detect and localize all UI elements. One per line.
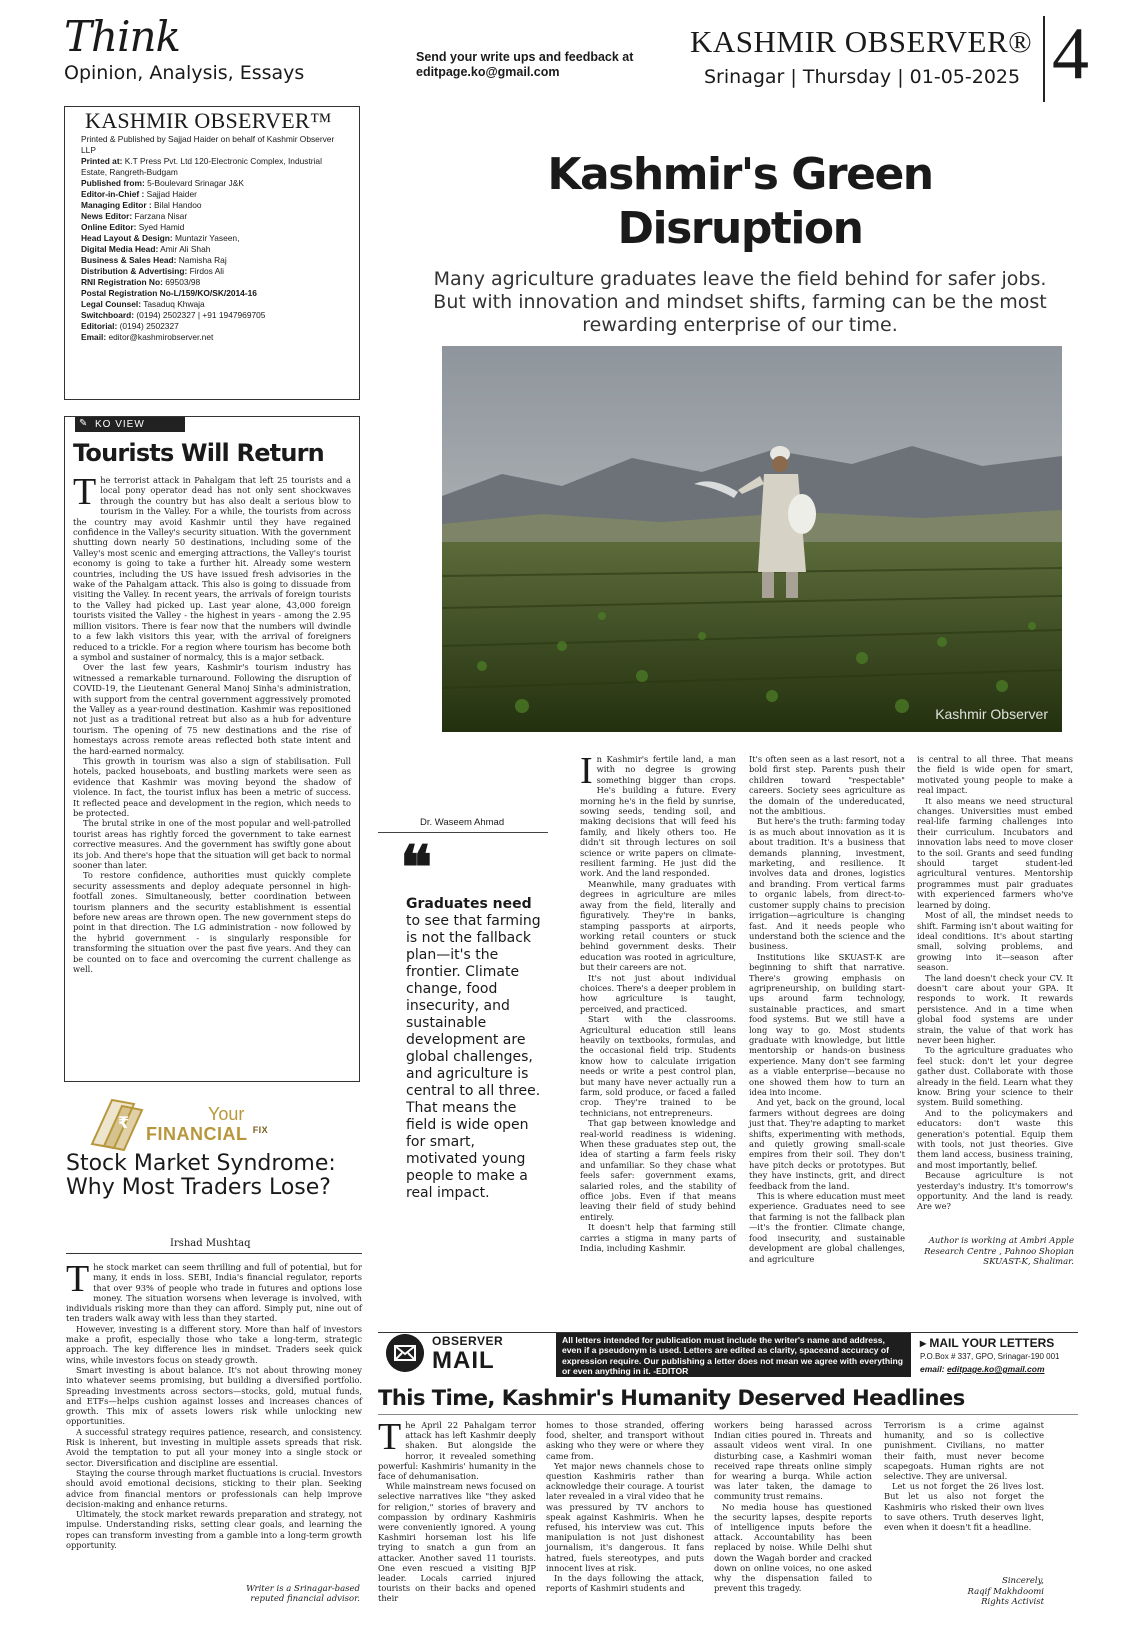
letter-paragraph [714,1420,872,1502]
imprint-value: Muntazir Yaseen, [172,233,240,243]
paragraph-text: Staying the course through market fluctuations is crucial. Investors should avoid emotional decisions, sticking to their plan. Seeking advice from financial mentors or professionals can help improve decision-making and enhance returns. [66,1467,362,1509]
brand-financial [146,1124,268,1145]
financial-body [66,1258,362,1551]
signoff-line: Sincerely, [1002,1576,1044,1586]
imprint-value: 69503/98 [162,277,201,287]
envelope-icon [386,1334,424,1372]
editorial-paragraph [73,471,351,662]
brand-fix: FIX [252,1125,269,1135]
imprint-value: Firdos Ali [187,266,225,276]
signoff-line: SKUAST-K, Shalimar. [983,1257,1074,1267]
headline-line: Kashmir's Green [547,149,933,200]
signoff-line: Raqif Makhdoomi [967,1586,1044,1597]
mail-email [920,1364,1045,1374]
imprint-line [81,222,349,233]
mail-email-label: email: [920,1364,945,1374]
imprint-label: Switchboard: [81,310,135,320]
financial-headline: Stock Market Syndrome: Why Most Traders Lose? [66,1151,336,1200]
signoff-line: Writer is a Srinagar-based [246,1584,360,1594]
feedback-line: Send your write ups and feedback at [416,50,634,64]
imprint-line [81,233,349,244]
letter-column-1 [378,1416,536,1604]
article-dek: Many agriculture graduates leave the field behind for safer jobs. But with innovation and mindset shifts, farming can be the most rewarding enterprise of our time. [433,268,1047,336]
financial-paragraph [66,1365,362,1427]
mail-policy-note: All letters intended for publication must include the writer's name and address, even if a pseudonym is used. Letters are edited as clarity, spaceand accuracy of expression require. Our publishing a letter does not mean we agree with everything or even anything in it. -EDITOR [556,1333,911,1377]
paragraph-text: Ultimately, the stock market rewards preparation and strategy, not impulse. Understanding risks, setting clear goals, and learning the ropes can transform investing from a gamble into a long-term growth opportunity. [66,1509,362,1551]
letter-column-2 [546,1420,704,1593]
editorial-paragraph [73,870,351,974]
imprint-value: Bilal Handoo [151,200,202,210]
financial-signoff [200,1584,360,1604]
imprint-line [81,288,349,299]
paragraph-text: is central to all three. That means the field is wide open for smart, motivated young people to make a real impact. [917,754,1073,796]
paragraph-text: The brutal strike in one of the most popular and well-patrolled tourist areas has rightly forced the government to take earnest corrective measures. And the government has swiftly gone about its job. And there's hope that the situation will get back to normal sooner than later. [73,818,351,871]
imprint-value: Syed Hamid [136,222,185,232]
letter-column-3 [714,1420,872,1593]
letter-paragraph [378,1481,536,1603]
headline-line: Disruption [617,203,863,254]
imprint-label: News Editor: [81,211,133,221]
paragraph-text: Because agriculture is not yesterday's industry. It's tomorrow's opportunity. And the land is ready. Are we? [917,1170,1073,1212]
article-paragraph [580,1222,736,1253]
editorial-paragraph [73,818,351,870]
mail-email-link[interactable]: editpage.ko@gmail.com [946,1364,1045,1374]
svg-text:₹: ₹ [118,1113,130,1132]
article-paragraph [580,750,736,879]
paragraph-text: This is where education must meet experience. Graduates need to see that farming is not the fallback plan—it's the frontier. Climate change, food insecurity, and sustainable development are global challenges, and agriculture [749,1191,905,1264]
article-paragraph [749,754,905,816]
imprint-published-from [81,178,349,189]
article-paragraph [749,816,905,951]
divider [378,832,548,833]
photo-watermark: Kashmir Observer [935,706,1048,722]
page-number: 4 [1052,13,1089,95]
imprint-line [81,277,349,288]
imprint-label: RNI Registration No: [81,277,163,287]
imprint-value: K.T Press Pvt. Ltd 120-Electronic Complex, Industrial Estate, Rangreth-Budgam [81,156,322,177]
editorial-paragraph [73,756,351,818]
letter-paragraph [884,1481,1044,1532]
header-divider [1043,16,1045,102]
signoff-line: Research Centre , Pahnoo Shopian [924,1246,1074,1257]
letter-paragraph [546,1573,704,1593]
financial-paragraph [66,1427,362,1468]
article-paragraph [580,973,736,1015]
imprint-label: Published from: [81,178,145,188]
mail-letters-heading: ▸ MAIL YOUR LETTERS [920,1336,1055,1350]
signoff-line: reputed financial advisor. [250,1594,360,1604]
imprint-line [81,299,349,310]
imprint-value: (0194) 2502327 | +91 1947969705 [134,310,266,320]
farmer-field-photo [442,346,1062,732]
dropcap: T [378,1416,402,1458]
imprint-label: Legal Counsel: [81,299,142,309]
brand-your: Your [208,1104,245,1124]
paragraph-text: homes to those stranded, offering food, shelter, and transport without asking who they were or where they came from. [546,1420,704,1461]
imprint-label: Business & Sales Head: [81,255,177,265]
article-column-1 [580,750,736,1254]
paragraph-text: It's often seen as a last resort, not a bold first step. Parents push their children toward "respectable" careers. Society sees agriculture as the domain of the undereducated, not the ambitious. [749,754,905,817]
quote-icon: ❝ [400,835,433,901]
feedback-email[interactable]: editpage.ko@gmail.com [416,65,560,79]
imprint-value: (0194) 2502327 [117,321,179,331]
article-paragraph [580,879,736,973]
imprint-value: Tasaduq Khwaja [141,299,205,309]
imprint-line [81,189,349,200]
pen-icon: ✎ [79,418,88,429]
paragraph-text: A successful strategy requires patience, research, and consistency. Risk is inherent, but investing in multiple assets spreads that risk. Avoid the temptation to put all your money into a single stock or sector. Diversification and discipline are essential. [66,1426,362,1468]
letter-paragraph [884,1420,1044,1481]
signoff-line: Rights Activist [981,1597,1044,1607]
paragraph-text: It also means we need structural changes. Universities must embed real-life farming challenges into their curriculum. Incubators and innovation labs need to move closer to the soil. Grants and seed funding should target student-led agricultural ventures. Mentorship programmes must pair graduates with experienced farmers who've learned by doing. [917,795,1073,910]
letter-headline: This Time, Kashmir's Humanity Deserved Headlines [378,1386,965,1410]
paragraph-text: To restore confidence, authorities must quickly complete security assessments and deploy adequate personnel in high-footfall zones. Simultaneously, better coordination between tourism planners and the security establishment is essential before new areas are thrown open. The new government steps do point in that direction. The LG administration - now followed by the hybrid government - is singularly responsible for transforming the situation over the past five years. And they can be counted on to face and overcoming the current challenge as well. [73,870,351,975]
mail-observer-label: OBSERVER [432,1334,504,1348]
pull-quote [406,896,546,1202]
paragraph-text: Start with the classrooms. Agricultural education still leans heavily on textbooks, formulas, and the occasional field trip. Students know how to calculate irrigation needs or write a pest control plan, but many have never actually run a farm, sold produce, or faced a failed crop. They're trained to be technicians, not entrepreneurs. [580,1014,736,1118]
paragraph-text: And yet, back on the ground, local farmers without degrees are doing just that. They're adapting to market shifts, experimenting with methods, and quietly growing small-scale empires from their soil. They don't have pitch decks or prototypes. But they have instincts, grit, and direct feedback from the land. [749,1097,905,1191]
article-paragraph [749,1097,905,1191]
financial-paragraph [66,1468,362,1509]
paragraph-text: Smart investing is about balance. It's not about throwing money into whatever seems promising, but building a diversified portfolio. Spreading investments across sectors—stocks, gold, mutual funds, and ETFs—helps cushion against losses and increases chances of growth. This mix of assets lowers risk while unlocking new opportunities. [66,1364,362,1427]
imprint-label: Managing Editor : [81,200,152,210]
financial-author: Irshad Mushtaq [170,1238,251,1249]
paragraph-text: But here's the truth: farming today is as much about innovation as it is about tradition. It's a business that demands planning, investment, marketing, and resilience. It involves data and drones, logistics and branding. From vertical farms to organic labels, from direct-to-customer supply chains to precision irrigation—agriculture is changing fast. And it needs people who understand both the science and the business. [749,816,905,952]
mail-label: MAIL [432,1347,495,1374]
imprint-printed-at [81,156,349,178]
editorial-body [73,471,351,975]
article-paragraph [580,1118,736,1222]
paragraph-text: That gap between knowledge and real-world readiness is widening. When these graduates step out, the idea of starting a farm feels risky and unfamiliar. So they chase what feels safer: government exams, salaried roles, and the stability of office jobs. Even if that means leaving their field of study behind entirely. [580,1118,736,1222]
imprint-label: Editor-in-Chief : [81,189,145,199]
dropcap: T [66,1258,90,1300]
editorial-headline: Tourists Will Return [73,439,324,467]
paragraph-text: Most of all, the mindset needs to shift. Farming isn't about waiting for ideal conditions. It's about starting small, solving problems, and growing into it—season after season. [917,910,1073,973]
letter-paragraph [546,1461,704,1573]
letter-paragraph [546,1420,704,1461]
paragraph-text: Over the last few years, Kashmir's tourism industry has witnessed a remarkable turnaround. Following the disruption of COVID-19, the Lieutenant General Manoj Sinha's administration, with support from the central government aggressively promoted the Valley as a year-round destination. Kashmir was repositioned not just as a traditional retreat but also as a hub for adventure tourism. The opening of 75 new destinations and the rise of homestays across remote areas reflected both state intent and the hard-earned normalcy. [73,662,351,756]
article-paragraph [917,910,1073,972]
mail-po-box: P.O.Box # 337, GPO, Srinagar-190 001 [920,1352,1060,1361]
imprint-printed-by: Printed & Published by Sajjad Haider on behalf of Kashmir Observer LLP [81,134,335,155]
paragraph-text: In the days following the attack, reports of Kashmiri students and [546,1573,704,1594]
divider [378,1414,1078,1415]
letter-paragraph [714,1502,872,1594]
pull-quote-lead: Graduates need [406,896,532,912]
paragraph-text: The land doesn't check your CV. It doesn't care about your GPA. It responds to work. It rewards persistence. And in a time when global food systems are under strain, the value of that work has never been higher. [917,972,1073,1045]
article-signoff [900,1236,1074,1268]
letter-signoff [920,1576,1044,1608]
imprint-value: Amir Ali Shah [158,244,211,254]
article-paragraph [917,1108,1073,1170]
imprint-line [81,321,349,332]
section-title: Think [64,12,180,61]
editorial-paragraph [73,662,351,756]
imprint-logo: KASHMIR OBSERVER™ [85,108,332,133]
paragraph-text: Meanwhile, many graduates with degrees in agriculture are miles away from the field, literally and figuratively. They're in banks, stamping passports at airports, working retail counters or stuck behind government desks. Their education was rooted in agriculture, but their careers are not. [580,878,736,973]
imprint-label: Printed at: [81,156,123,166]
imprint-value: 5-Boulevard Srinagar J&K [147,178,244,188]
imprint-line [81,211,349,222]
imprint-line [81,332,349,343]
article-headline [420,148,1060,256]
imprint-label: Digital Media Head: [81,244,159,254]
pull-quote-text: to see that farming is not the fallback plan—it's the frontier. Climate change, food insecurity, and sustainable development are global challenges, and agriculture is central to all three. That means the field is wide open for smart, motivated young people to make a real impact. [406,913,541,1201]
article-column-2 [749,754,905,1264]
masthead-logo: KASHMIR OBSERVER® [690,24,1033,59]
ko-view-box [64,416,360,1082]
paragraph-text: Let us not forget the 26 lives lost. But let us also not forget the Kashmiris who risked their own lives to save others. Truth deserves light, even when it doesn't fit a headline. [884,1481,1044,1533]
financial-paragraph [66,1509,362,1550]
paragraph-text: It's not just about individual choices. There's a deeper problem in how agriculture is taught, perceived, and practiced. [580,972,736,1014]
imprint-value: editor@kashmirobserver.net [106,332,214,342]
imprint-line [81,244,349,255]
feedback-notice [416,50,633,80]
letter-paragraph [378,1416,536,1482]
paragraph-text: While mainstream news focused on selective narratives like "they asked for religion," stories of bravery and compassion by ordinary Kashmiris were conveniently ignored. A young Kashmiri horseman lost his life trying to snatch a gun from an attacker. Another saved 11 tourists. One even rescued a visiting BJP leader. Locals carried injured tourists on their backs and opened their [378,1481,536,1604]
paragraph-text: However, investing is a different story. More than half of investors make a profit, especially those who take a long-term, strategic approach. The key difference lies in mindset. Traders seek quick wins, while investors focus on steady growth. [66,1323,362,1365]
imprint-line [81,266,349,277]
imprint-label: Online Editor: [81,222,137,232]
paragraph-text: he terrorist attack in Pahalgam that left 25 tourists and a local pony operator dead has not only sent shockwaves through the country but has also dealt a serious blow to tourism in the Valley. For a while, the tourists from across the country may avoid Kashmir until they have regained confidence in the Valley's security situation. With the government shutting down nearly 50 destinations, including some of the Valley's most scenic and emerging attractions, the Valley's tourist economy is going to take a further hit. Already some western countries, including the US have issued fresh advisories in the wake of the Pahalgam attack. This also is going to dissuade from visiting the Valley. In recent years, the arrivals of foreign tourists to the Valley had picked up. Last year alone, 43,000 foreign tourists visited the Valley - the highest in years - among the 2.95 million visitors. There is fear now that the numbers will dwindle to a few lakh visitors this year, with the arrival of foreigners reduced to a trickle. For a region where tourism has become both a symbol and sustainer of normalcy, this is a major setback. [73,475,351,662]
brand-financial-word: FINANCIAL [146,1124,248,1144]
section-subtitle: Opinion, Analysis, Essays [64,62,305,84]
article-paragraph [917,796,1073,910]
imprint-value: Sajjad Haider [144,189,197,199]
imprint-label: Email: [81,332,107,342]
signoff-line: Author is working at Ambri Apple [928,1236,1074,1246]
imprint-value: Namisha Raj [176,255,227,265]
article-paragraph [917,973,1073,1046]
paragraph-text: he April 22 Pahalgam terror attack has left Kashmir deeply shaken. But alongside the horror, it revealed something powerful: Kashmiris' humanity in the face of dehumanisation. [378,1420,536,1482]
article-paragraph [917,1045,1073,1107]
paragraph-text: Yet major news channels chose to question Kashmiris rather than acknowledge their courage. A tourist later revealed in a viral video that he was pressured by TV anchors to speak against Kashmiris. When he refused, his interview was cut. This manipulation is not just dishonest journalism, it's dangerous. It fans hatred, fuels stereotypes, and puts innocent lives at risk. [546,1460,704,1573]
paragraph-text: And to the policymakers and educators: don't waste this generation's potential. Equip them with tools, not just theories. Give them land access, business training, and most importantly, belief. [917,1107,1073,1170]
imprint-line [81,310,349,321]
imprint-label: Postal Registration No-L/159/KO/SK/2014-16 [81,288,257,298]
paragraph-text: It doesn't help that farming still carries a stigma in many parts of India, including Kashmir. [580,1222,736,1254]
dropcap: I [580,750,593,792]
imprint-label: Distribution & Advertising: [81,266,188,276]
letter-column-4 [884,1420,1044,1532]
imprint-label: Head Layout & Design: [81,233,173,243]
paragraph-text: This growth in tourism was also a sign of stabilisation. Full hotels, packed houseboats, and bustling markets were seen as evidence that Kashmir was moving beyond the shadow of violence. In fact, the tourist influx has been a metric of success. It reflected peace and development in the region, which needs to be protected. [73,755,351,818]
paragraph-text: he stock market can seem thrilling and full of potential, but for many, it ends in loss. SEBI, India's financial regulator, reports that over 93% of people who trade in futures and options lose money. The situation worsens when leverage is involved, with individuals risking more than they can afford. Simply put, nine out of ten traders walk away with less than they started. [66,1262,362,1324]
article-paragraph [580,1014,736,1118]
paragraph-text: Terrorism is a crime against humanity, and so is collective punishment. Civilians, no matter their faith, must never become scapegoats. Human rights are not selective. They are universal. [884,1420,1044,1482]
paragraph-text: To the agriculture graduates who feel stuck: don't let your degree gather dust. Collaborate with those already in the field. Learn what they know. Bring your science to their system. Build something. [917,1045,1073,1108]
imprint-line [81,255,349,266]
dropcap: T [73,471,97,513]
imprint-value: Farzana Nisar [132,211,188,221]
photo-illustration [442,346,1062,732]
imprint-label: Editorial: [81,321,118,331]
financial-paragraph [66,1258,362,1324]
ko-view-tag: KO VIEW [75,417,185,432]
paragraph-text: Institutions like SKUAST-K are beginning to shift that narrative. There's growing emphasis on agripreneurship, on building start-ups around farm technology, sustainable practices, and smart food systems. But we still have a long way to go. Most students graduate with knowledge, but little mentorship or hands-on business experience. Many don't see farming as a viable enterprise—because no one showed them how to turn an idea into income. [749,951,905,1097]
article-paragraph [749,952,905,1098]
article-paragraph [749,1191,905,1264]
paragraph-text: No media house has questioned the security lapses, despite reports of intelligence inputs before the attack. Accountability has been replaced by noise. While Delhi shut down the Wagah border and cracked down on online voices, no one asked why the dispensation failed to prevent this tragedy. [714,1501,872,1594]
article-column-3 [917,754,1073,1212]
article-paragraph [917,1170,1073,1212]
imprint-box [64,106,360,400]
article-author: Dr. Waseem Ahmad [420,817,505,828]
divider [66,1253,362,1254]
paragraph-text: workers being harassed across Indian cities poured in. Threats and assault videos went viral. In one disturbing case, a Kashmiri woman received rape threats online simply for wearing a burqa. While action was later taken, the damage to community trust remains. [714,1420,872,1502]
paragraph-text: n Kashmir's fertile land, a man with no degree is growing something bigger than crops. He's building a future. Every morning he's in the field by sunrise, sowing seeds, tending soil, and making decisions that will feed his family, and likely others too. He didn't sit through lectures on soil science or write papers on climate-resilient farming. He just did the work. And the land responded. [580,754,736,879]
dateline: Srinagar | Thursday | 01-05-2025 [704,66,1021,88]
imprint-staff-list [81,189,349,343]
imprint-line [81,200,349,211]
article-paragraph [917,754,1073,796]
financial-paragraph [66,1324,362,1365]
